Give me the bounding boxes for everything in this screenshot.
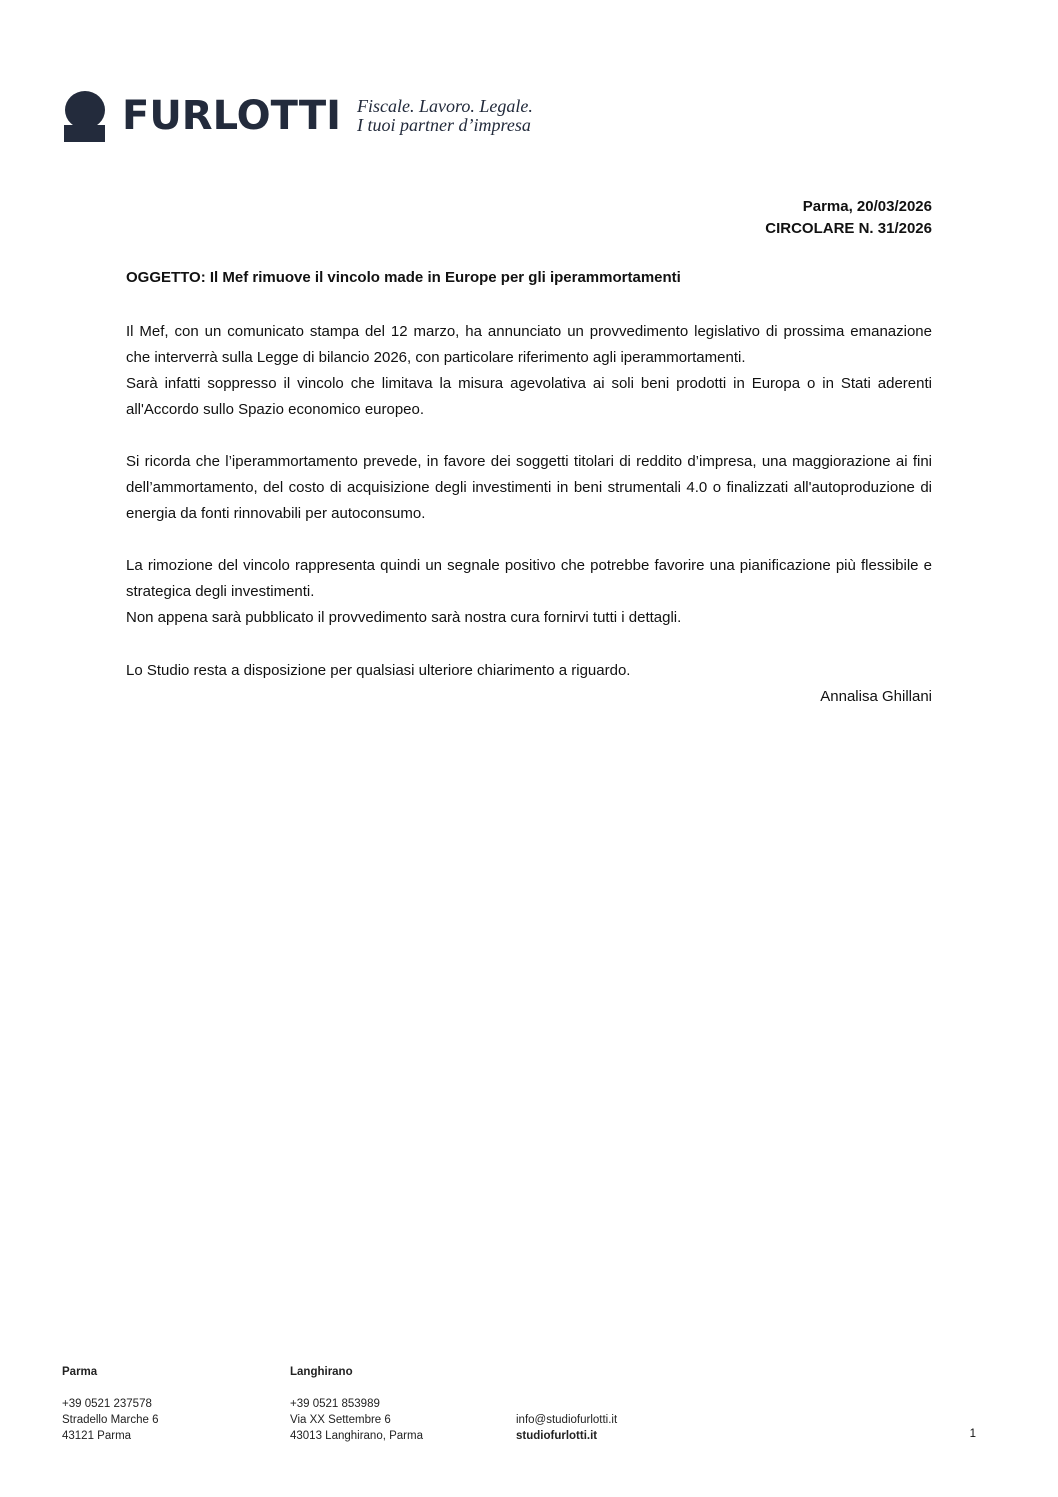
office-postal: 43121 Parma bbox=[62, 1430, 132, 1442]
signature: Annalisa Ghillani bbox=[820, 688, 932, 705]
paragraph-1 bbox=[126, 319, 932, 423]
office-phone: +39 0521 853989 bbox=[290, 1398, 380, 1410]
logo-wordmark: FURLOTTI bbox=[122, 93, 342, 139]
footer-contacts bbox=[516, 1412, 617, 1444]
document-meta bbox=[765, 196, 932, 240]
logo-base-shape bbox=[64, 125, 105, 142]
paragraph-2 bbox=[126, 449, 932, 527]
footer-office-parma bbox=[62, 1364, 159, 1444]
furlotti-figure-icon bbox=[64, 89, 106, 143]
paragraph-line: Sarà infatti soppresso il vincolo che limitava la misura agevolativa ai soli beni prodotti in Europa o in Stati aderenti all'Accordo sullo Spazio economico europeo. bbox=[126, 375, 932, 418]
circular-number: CIRCOLARE N. 31/2026 bbox=[765, 220, 932, 237]
footer-email[interactable]: info@studiofurlotti.it bbox=[516, 1414, 618, 1426]
paragraph-line: Si ricorda che l’iperammortamento prevede, in favore dei soggetti titolari di reddito d’impresa, una maggiorazione ai fini dell’ammortamento, del costo di acquisizione degli investimenti in beni strumentali 4.0 o finalizzati all'autoproduzione di energia da fonti rinnovabili per autoconsumo. bbox=[126, 453, 932, 522]
office-phone: +39 0521 237578 bbox=[62, 1398, 152, 1410]
paragraph-4 bbox=[126, 658, 932, 684]
footer-office-langhirano bbox=[290, 1364, 423, 1444]
company-logo bbox=[64, 88, 533, 144]
logo-head-shape bbox=[65, 91, 105, 129]
paragraph-line: Non appena sarà pubblicato il provvedimento sarà nostra cura fornirvi tutti i dettagli. bbox=[126, 609, 682, 626]
paragraph-line: Lo Studio resta a disposizione per qualsiasi ulteriore chiarimento a riguardo. bbox=[126, 662, 631, 679]
subject-line: OGGETTO: Il Mef rimuove il vincolo made in Europe per gli iperammortamenti bbox=[126, 269, 681, 286]
office-city: Parma bbox=[62, 1366, 98, 1378]
paragraph-3 bbox=[126, 553, 932, 631]
place-date: Parma, 20/03/2026 bbox=[802, 198, 932, 215]
office-street: Via XX Settembre 6 bbox=[290, 1414, 391, 1426]
paragraph-line: La rimozione del vincolo rappresenta quindi un segnale positivo che potrebbe favorire una pianificazione più flessibile e strategica degli investimenti. bbox=[126, 557, 932, 600]
tagline-line-2: I tuoi partner d’impresa bbox=[357, 115, 531, 135]
office-city: Langhirano bbox=[290, 1366, 353, 1378]
office-street: Stradello Marche 6 bbox=[62, 1414, 159, 1426]
logo-tagline bbox=[357, 97, 533, 135]
office-postal: 43013 Langhirano, Parma bbox=[290, 1430, 423, 1442]
paragraph-line: Il Mef, con un comunicato stampa del 12 marzo, ha annunciato un provvedimento legislativo di prossima emanazione che interverrà sulla Legge di bilancio 2026, con particolare riferimento agli iperammortamenti. bbox=[126, 323, 932, 366]
footer-website[interactable]: studiofurlotti.it bbox=[516, 1430, 598, 1442]
page-number: 1 bbox=[969, 1428, 976, 1440]
tagline-line-1: Fiscale. Lavoro. Legale. bbox=[357, 96, 533, 116]
